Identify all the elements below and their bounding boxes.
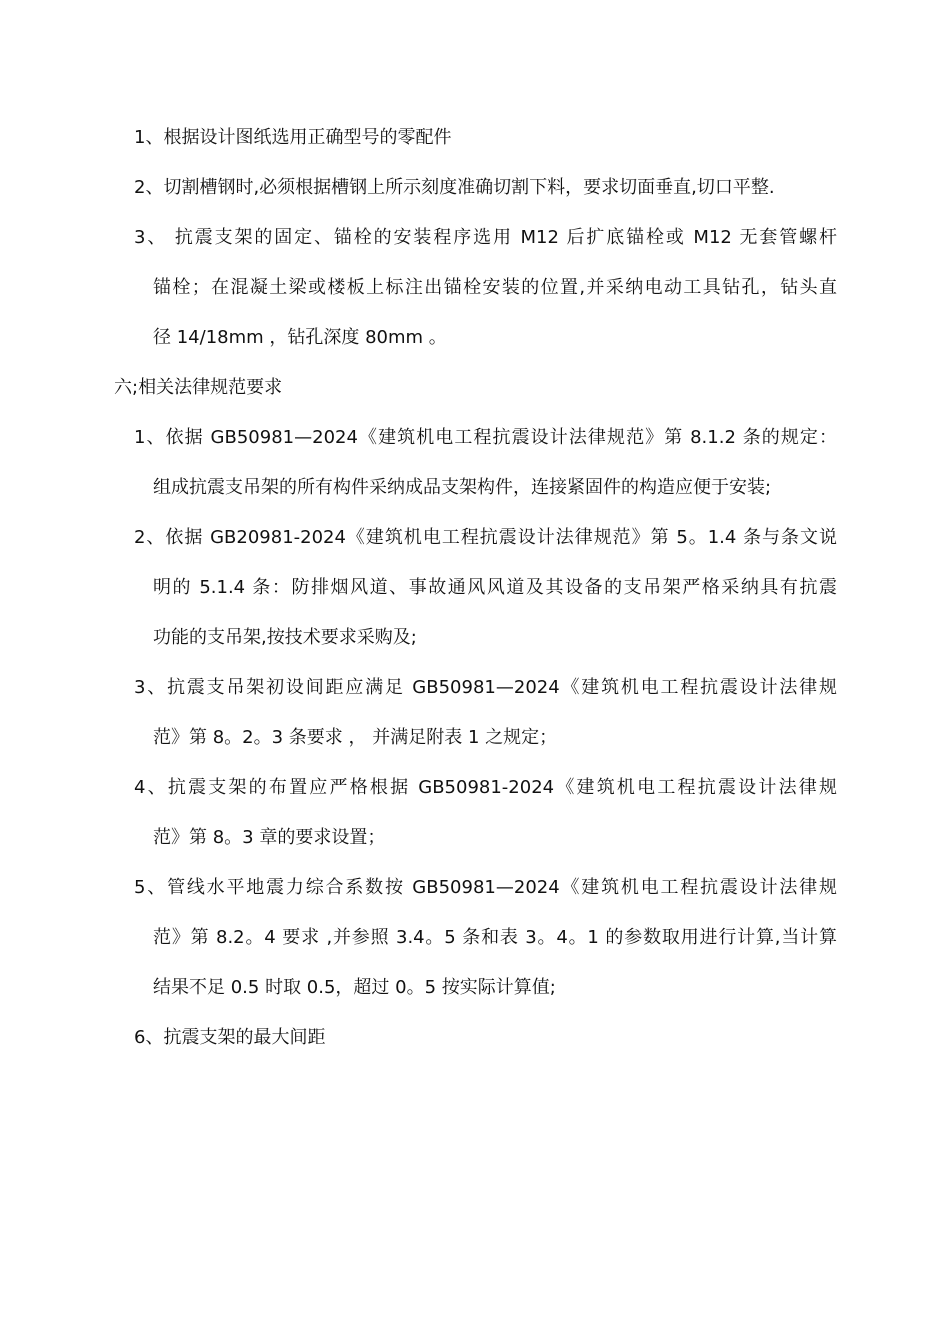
regulation-3-line-2: 范》第 8。2。3 条要求 ， 并满足附表 1 之规定； [153,727,558,748]
regulation-5-line-3: 结果不足 0.5 时取 0.5，超过 0。5 按实际计算值; [153,977,556,998]
regulation-2-line-2: 明的 5.1.4 条：防排烟风道、事故通风风道及其设备的支吊架严格采纳具有抗震 [153,577,837,598]
regulation-5-line-2: 范》第 8.2。4 要求 ,并参照 3.4。5 条和表 3。4。1 的参数取用进行计算,当计算 [153,927,837,948]
regulation-3-line-1: 3、抗震支吊架初设间距应满足 GB50981—2024《建筑机电工程抗震设计法律规 [134,677,837,698]
regulation-2-line-1: 2、依据 GB20981-2024《建筑机电工程抗震设计法律规范》第 5。1.4 条与条文说 [134,527,837,548]
install-step-3-line-2: 锚栓；在混凝土梁或楼板上标注出锚栓安装的位置,并采纳电动工具钻孔，钻头直 [153,277,837,298]
regulation-2-line-3: 功能的支吊架,按技术要求采购及; [153,627,417,648]
regulation-4-line-2: 范》第 8。3 章的要求设置； [153,827,386,848]
regulation-1-line-2: 组成抗震支吊架的所有构件采纳成品支架构件，连接紧固件的构造应便于安装; [153,477,772,498]
install-step-3-line-1: 3、 抗震支架的固定、锚栓的安装程序选用 M12 后扩底锚栓或 M12 无套管螺杆 [134,227,837,248]
regulation-1-line-1: 1、依据 GB50981—2024《建筑机电工程抗震设计法律规范》第 8.1.2 条的规定： [134,427,837,448]
regulation-4-line-1: 4、抗震支架的布置应严格根据 GB50981-2024《建筑机电工程抗震设计法律规 [134,777,837,798]
install-step-2: 2、切割槽钢时,必须根据槽钢上所示刻度准确切割下料，要求切面垂直,切口平整. [134,177,775,198]
regulation-5-line-1: 5、管线水平地震力综合系数按 GB50981—2024《建筑机电工程抗震设计法律规 [134,877,837,898]
install-step-1: 1、根据设计图纸选用正确型号的零配件 [134,127,452,148]
install-step-3-line-3: 径 14/18mm ，钻孔深度 80mm 。 [153,327,447,348]
section-heading: 六;相关法律规范要求 [114,377,283,398]
regulation-6: 6、抗震支架的最大间距 [134,1027,326,1048]
